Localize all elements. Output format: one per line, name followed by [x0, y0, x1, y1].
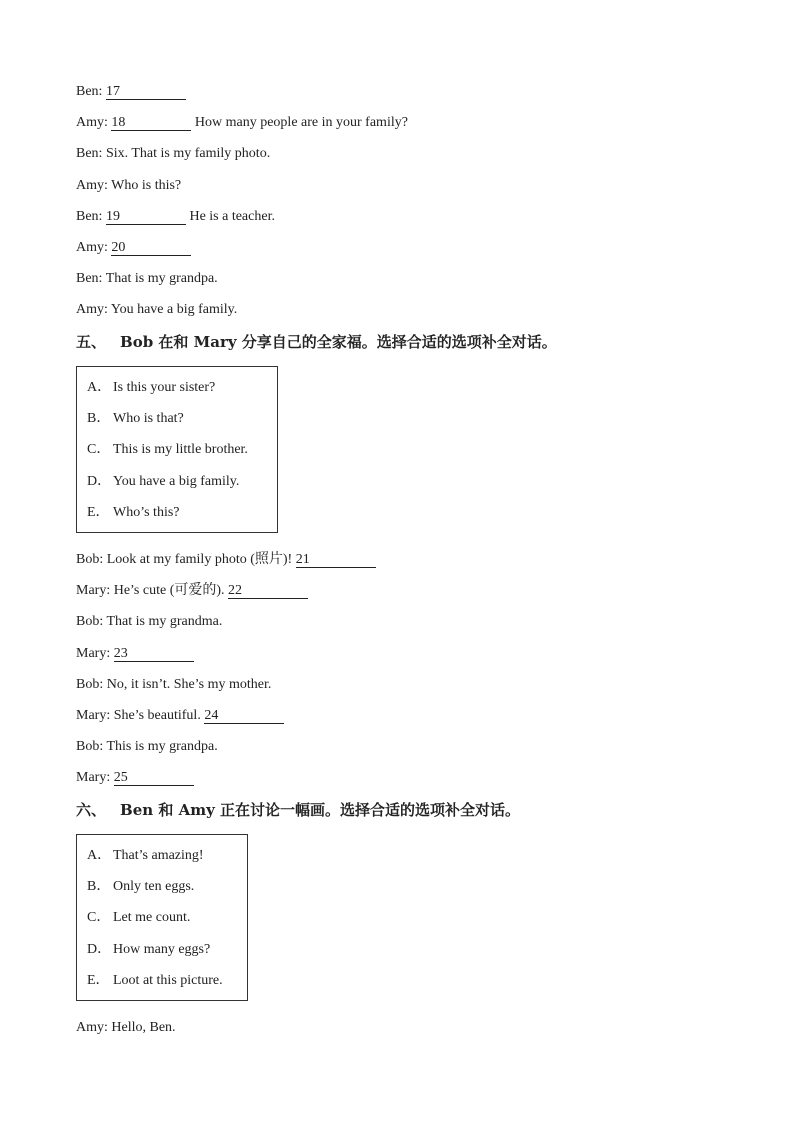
speaker-label: Ben: [76, 208, 103, 224]
speaker-label: Bob: [76, 739, 104, 755]
option-text: That’s amazing! [113, 848, 204, 863]
dialogue-text: Look at my family photo (照片)! [106, 552, 293, 567]
speaker-label: Mary: [76, 708, 111, 723]
section-title: Bob 在和 Mary 分享自己的全家福。选择合适的选项补全对话。 [120, 333, 557, 351]
option-letter: C． [87, 910, 111, 926]
answer-blank: 24 [204, 708, 284, 724]
speaker-label: Amy: [76, 177, 108, 193]
options-box [76, 834, 248, 1001]
option-letter: B． [87, 411, 111, 427]
option-item [87, 847, 204, 865]
speaker-label: Mary: [76, 645, 111, 661]
dialogue-text: Who is this? [111, 177, 182, 193]
dialogue-line [76, 145, 270, 163]
dialogue-line [76, 676, 271, 694]
answer-blank: 18 [111, 115, 191, 131]
options-box [76, 366, 278, 533]
speaker-label: Bob: [76, 614, 104, 630]
dialogue-text: You have a big family. [110, 302, 238, 318]
dialogue-text: No, it isn’t. She’s my mother. [106, 676, 272, 692]
dialogue-line [76, 551, 376, 569]
dialogue-line [76, 83, 186, 101]
answer-blank: 19 [106, 209, 186, 225]
option-item [87, 878, 194, 896]
speaker-label: Bob: [76, 552, 104, 567]
section-heading [76, 333, 557, 351]
speaker-label: Amy: [76, 115, 108, 131]
dialogue-text: That is my grandma. [106, 614, 223, 630]
option-item [87, 379, 215, 397]
dialogue-line [76, 177, 181, 195]
dialogue-line [76, 270, 218, 288]
option-item [87, 941, 210, 959]
dialogue-text: He’s cute (可爱的). [113, 583, 225, 599]
option-text: Only ten eggs. [113, 879, 195, 895]
speaker-label: Bob: [76, 676, 104, 692]
dialogue-line [76, 208, 275, 226]
dialogue-text: Hello, Ben. [111, 1020, 176, 1035]
option-text: Loot at this picture. [113, 972, 223, 988]
dialogue-text: Six. That is my family photo. [105, 146, 271, 162]
dialogue-line [76, 301, 237, 319]
speaker-label: Ben: [76, 84, 103, 99]
option-letter: B． [87, 879, 111, 895]
speaker-label: Ben: [76, 146, 103, 162]
dialogue-line [76, 645, 194, 663]
answer-blank: 20 [111, 240, 191, 256]
speaker-label: Amy: [76, 240, 108, 255]
dialogue-line [76, 1019, 176, 1037]
dialogue-text: This is my grandpa. [106, 739, 218, 755]
answer-blank: 21 [296, 552, 376, 568]
option-item [87, 441, 248, 459]
option-item [87, 909, 190, 927]
section-number: 五、 [76, 333, 107, 351]
dialogue-line [76, 769, 194, 787]
option-letter: A． [87, 380, 112, 395]
option-text: How many eggs? [113, 941, 211, 957]
option-letter: D． [87, 473, 112, 489]
dialogue-line [76, 114, 408, 132]
speaker-label: Ben: [76, 271, 103, 287]
answer-blank: 17 [106, 84, 186, 100]
option-letter: A． [87, 848, 112, 863]
speaker-label: Amy: [76, 302, 108, 318]
dialogue-line [76, 707, 284, 725]
option-text: Who is that? [113, 411, 184, 427]
section-title: Ben 和 Amy 正在讨论一幅画。选择合适的选项补全对话。 [120, 801, 521, 819]
option-text: This is my little brother. [113, 442, 248, 458]
dialogue-text: He is a teacher. [189, 208, 275, 224]
option-text: Let me count. [113, 910, 191, 926]
option-letter: E． [87, 972, 110, 988]
option-item [87, 972, 223, 990]
option-letter: C． [87, 442, 111, 458]
option-item [87, 504, 180, 522]
dialogue-line [76, 738, 218, 756]
option-letter: D． [87, 941, 112, 957]
option-text: Who’s this? [113, 504, 180, 520]
option-item [87, 473, 239, 491]
dialogue-line [76, 239, 191, 257]
section-number: 六、 [76, 801, 107, 819]
speaker-label: Mary: [76, 770, 111, 786]
dialogue-line [76, 613, 222, 631]
option-text: You have a big family. [113, 473, 240, 489]
option-item [87, 410, 184, 428]
option-letter: E． [87, 504, 110, 520]
dialogue-text: How many people are in your family? [194, 115, 408, 131]
answer-blank: 25 [114, 770, 194, 786]
dialogue-line [76, 582, 308, 600]
option-text: Is this your sister? [113, 380, 216, 395]
speaker-label: Mary: [76, 583, 111, 599]
answer-blank: 23 [114, 646, 194, 662]
dialogue-text: She’s beautiful. [113, 708, 201, 723]
answer-blank: 22 [228, 583, 308, 599]
speaker-label: Amy: [76, 1020, 108, 1035]
dialogue-text: That is my grandpa. [105, 271, 218, 287]
section-heading [76, 801, 520, 819]
